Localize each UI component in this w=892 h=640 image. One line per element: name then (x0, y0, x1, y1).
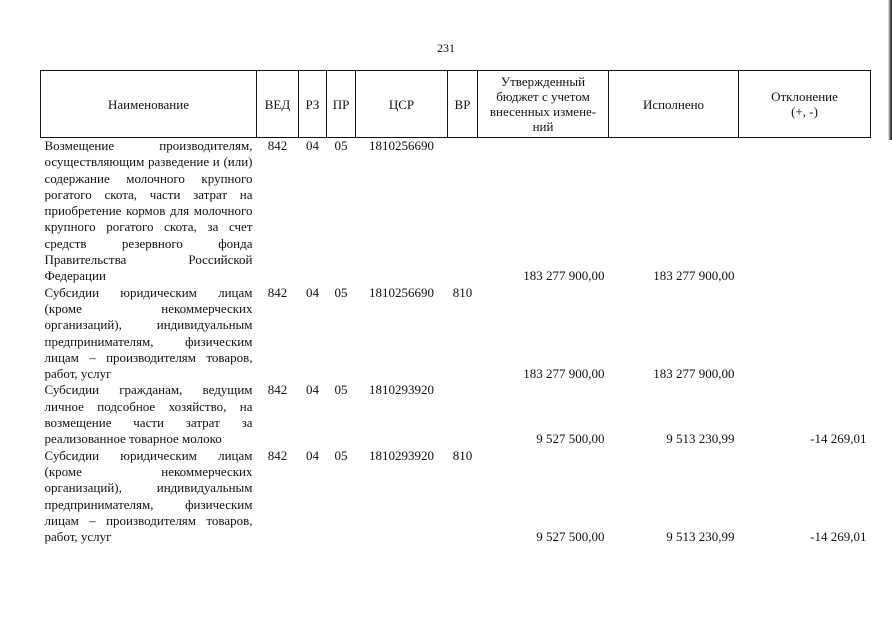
header-pr: ПР (327, 71, 356, 138)
row-pr: 05 (334, 284, 348, 300)
header-deviation-line-1: Отклонение (771, 89, 838, 104)
header-csr: ЦСР (356, 71, 448, 138)
row-executed: 9 513 230,99 (666, 529, 735, 545)
scan-edge-shadow (888, 0, 892, 140)
table-row (41, 382, 871, 447)
row-name: Субсидии юридическим лицам (кроме некоммерческих организаций), индивидуальным предпринимателям, физическим лицам – производителям товаров, работ, услуг (44, 284, 253, 382)
row-pr: 05 (334, 138, 348, 153)
budget-execution-table (40, 70, 871, 545)
row-ved: 842 (267, 284, 288, 300)
row-vr: 810 (452, 284, 473, 300)
row-approved: 183 277 900,00 (523, 366, 605, 382)
row-csr: 1810293920 (369, 447, 434, 463)
table-row (41, 285, 871, 383)
row-rz: 04 (306, 138, 319, 153)
row-csr: 1810256690 (369, 138, 434, 153)
header-rz: РЗ (299, 71, 327, 138)
row-executed: 9 513 230,99 (666, 431, 735, 447)
row-approved: 9 527 500,00 (536, 529, 605, 545)
row-approved: 9 527 500,00 (536, 431, 605, 447)
row-rz: 04 (306, 284, 319, 300)
table-row (41, 448, 871, 546)
row-vr (448, 382, 478, 447)
row-csr: 1810256690 (369, 284, 434, 300)
row-pr: 05 (334, 382, 348, 398)
row-deviation (739, 285, 871, 383)
header-approved-budget (478, 71, 609, 138)
row-ved: 842 (267, 382, 288, 398)
row-executed: 183 277 900,00 (653, 268, 735, 284)
header-approved-line-1: Утвержденный (500, 74, 586, 89)
row-name: Субсидии юридическим лицам (кроме некоммерческих организаций), индивидуальным предпринимателям, физическим лицам – производителям товаров, работ, услуг (44, 447, 253, 545)
row-rz: 04 (306, 382, 319, 398)
row-approved: 183 277 900,00 (523, 268, 605, 284)
row-deviation: -14 269,01 (810, 431, 867, 447)
page-number: 231 (437, 41, 455, 55)
header-approved-line-3: внесенных измене- (489, 104, 597, 119)
table-header-row (41, 71, 871, 138)
header-deviation (739, 71, 871, 138)
row-csr: 1810293920 (369, 382, 434, 398)
header-ved: ВЕД (257, 71, 299, 138)
row-ved: 842 (267, 447, 288, 463)
header-approved-line-2: бюджет с учетом (496, 89, 590, 104)
row-rz: 04 (306, 447, 319, 463)
row-name: Возмещение производителям, осуществляющим разведение и (или) содержание молочного крупного рогатого скота, части затрат на приобретение кормов для молочного крупного рогатого скота, за счет средств резервного фонда Правительства Российской Федерации (44, 138, 253, 284)
row-pr: 05 (334, 447, 348, 463)
header-deviation-line-2: (+, -) (791, 104, 818, 119)
header-approved-line-4: ний (532, 119, 554, 134)
header-vr: ВР (448, 71, 478, 138)
header-name: Наименование (41, 71, 257, 138)
row-deviation: -14 269,01 (810, 529, 867, 545)
row-vr (448, 138, 478, 285)
header-executed: Исполнено (609, 71, 739, 138)
row-name: Субсидии гражданам, ведущим личное подсобное хозяйство, на возмещение части затрат за реализованное товарное молоко (44, 382, 253, 447)
table-row (41, 138, 871, 285)
row-deviation (739, 138, 871, 285)
row-executed: 183 277 900,00 (653, 366, 735, 382)
row-vr: 810 (452, 447, 473, 463)
row-ved: 842 (267, 138, 288, 153)
